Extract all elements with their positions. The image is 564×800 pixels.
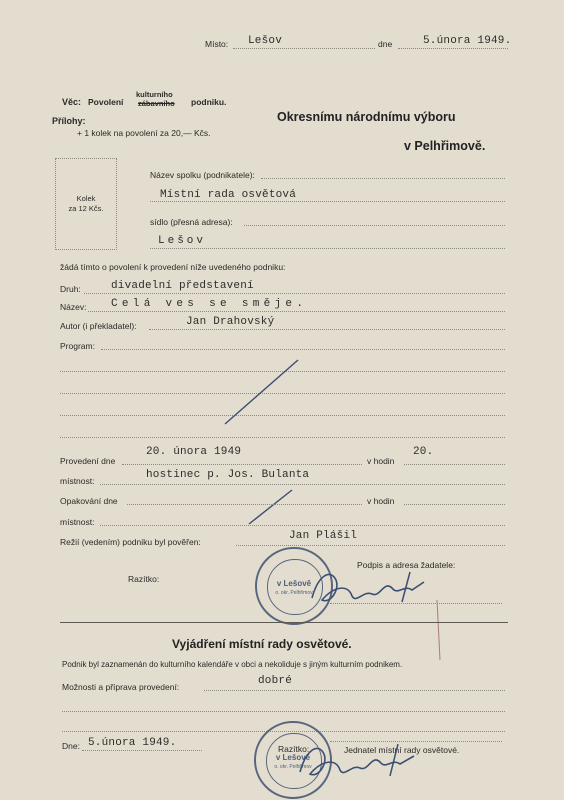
applicant-seat-value: Lešov (158, 235, 207, 247)
repeat-hour-label: v hodin (367, 496, 395, 506)
addressee-line-1: Okresnímu národnímu výboru (277, 110, 456, 124)
event-author-label: Autor (i překladatel): (60, 321, 137, 331)
performance-room-label: místnost: (60, 476, 95, 486)
place-value: Lešov (248, 35, 283, 47)
applicant-name-value: Místní rada osvětová (160, 189, 297, 201)
event-type-label: Druh: (60, 284, 81, 294)
event-program-label: Program: (60, 341, 95, 351)
repeat-date-label: Opakování dne (60, 496, 118, 506)
stamp-2-ring-text: o. okr. Pelhřimov (274, 764, 312, 771)
performance-hour-label: v hodin (367, 456, 395, 466)
director-value: Jan Plášil (289, 530, 358, 542)
secretary-label: Jednatel místní rady osvětové. (344, 745, 460, 755)
signature-label: Podpis a adresa žadatele: (357, 560, 456, 570)
stamp-box-line-1: Kolek (76, 194, 96, 203)
applicant-name-label: Název spolku (podnikatele): (150, 170, 255, 180)
signature-2-stroke-1 (300, 748, 414, 774)
signature-2-stroke-2 (390, 744, 398, 776)
event-author-value: Jan Drahovský (186, 316, 275, 328)
performance-hour-value: 20. (413, 446, 434, 458)
stamp-center-text: v Lešově (276, 578, 312, 588)
request-text: žádá tímto o povolení k provedení níže uvedeného podniku: (60, 262, 286, 272)
subject-text-above: kulturního (136, 90, 173, 99)
stamp-ring-text: o. okr. Pelhřimov (275, 590, 313, 597)
council-date-label: Dne: (62, 741, 80, 751)
attachments-item: + 1 kolek na povolení za 20,— Kčs. (77, 128, 211, 138)
event-title-value: Celá ves se směje. (111, 298, 308, 310)
event-type-value: divadelní představení (111, 280, 254, 292)
subject-label: Věc: (62, 97, 82, 107)
stamp-box-line-2: za 12 Kčs. (68, 204, 104, 213)
repeat-room-label: místnost: (60, 517, 95, 527)
director-label: Režií (vedením) podniku byl pověřen: (60, 537, 201, 547)
council-statement: Podnik byl zaznamenán do kulturního kalendáře v obci a nekoliduje s jiným kulturním podnikem. (62, 660, 403, 669)
subject-text-struck: zábavního (138, 99, 175, 108)
council-heading: Vyjádření místní rady osvětové. (172, 637, 352, 651)
subject-text-2: podniku. (191, 97, 227, 107)
possibility-value: dobré (258, 675, 293, 687)
date-label: dne (378, 39, 393, 49)
performance-room-value: hostinec p. Jos. Bulanta (146, 469, 310, 481)
date-value: 5.února 1949. (423, 35, 512, 47)
event-title-label: Název: (60, 302, 87, 312)
applicant-seat-label: sídlo (přesná adresa): (150, 217, 233, 227)
possibility-label: Možnosti a příprava provedení: (62, 682, 180, 692)
seal-label: Razítko: (128, 574, 160, 584)
council-seal-label: Razítko: (278, 744, 310, 754)
performance-date-label: Provedení dne (60, 456, 116, 466)
place-label: Místo: (205, 39, 229, 49)
attachments-label: Přílohy: (52, 116, 86, 126)
performance-date-value: 20. února 1949 (146, 446, 242, 458)
stamp-2-center-text: v Lešově (275, 752, 311, 762)
subject-text-1: Povolení (88, 97, 124, 107)
addressee-line-2: v Pelhřimově. (404, 139, 486, 153)
council-date-value: 5.února 1949. (88, 737, 177, 749)
